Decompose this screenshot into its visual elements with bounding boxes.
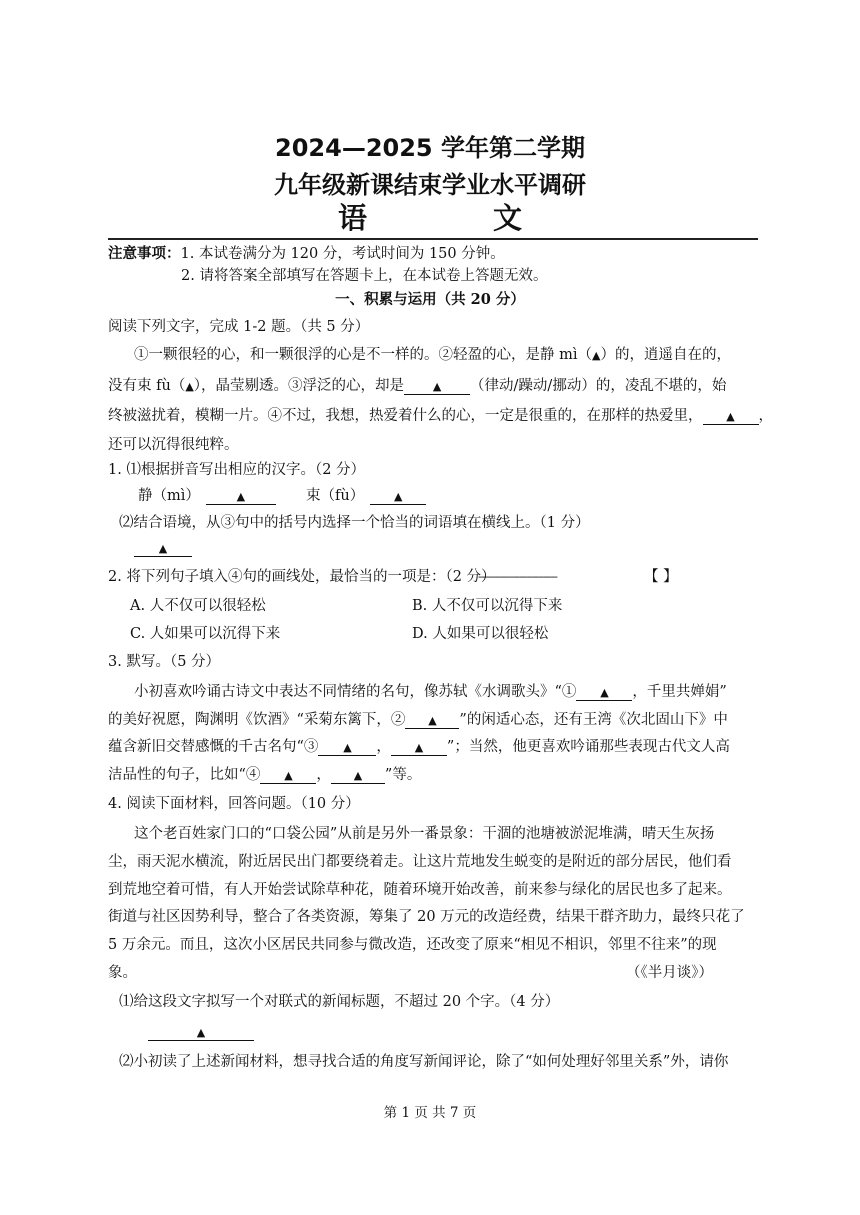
answer-mark: ▲ — [432, 380, 442, 393]
passage-text: ），晶莹剔透。③浮泛的心，却是 — [193, 378, 405, 394]
q3-text: 洁品性的句子，比如“④ — [108, 767, 261, 783]
q2-stem-line — [108, 567, 496, 587]
fill-blank — [206, 488, 276, 505]
passage-line-2 — [108, 376, 726, 397]
answer-mark: ▲ — [196, 1026, 206, 1039]
q2-answer-bracket: 【 】 — [644, 569, 678, 585]
fill-blank — [370, 488, 426, 505]
fill-blank — [576, 684, 632, 701]
answer-mark: ▲ — [158, 542, 168, 555]
q4-stem: 4. 阅读下面材料，回答问题。（10 分） — [108, 796, 360, 812]
notes-line-1 — [108, 244, 505, 264]
reading-intro: 阅读下列文字，完成 1-2 题。（共 5 分） — [108, 319, 370, 335]
q4-para-line-5: 5 万余元。而且，这次小区居民共同参与微改造，还改变了原来“相见不相识，邻里不往来”的现 — [108, 937, 717, 953]
answer-mark: ▲ — [414, 741, 424, 754]
fill-blank — [703, 408, 759, 425]
fill-blank — [134, 540, 192, 557]
q3-line-1 — [134, 682, 727, 702]
q3-text: 的美好祝愿，陶渊明《饮酒》“采菊东篱下，② — [108, 712, 406, 728]
answer-mark: ▲ — [353, 769, 363, 782]
q3-stem: 3. 默写。（5 分） — [108, 654, 221, 670]
q1-shu-label: 束（fù） — [306, 488, 365, 504]
notes-item-2: 2. 请将答案全部填写在答题卡上，在本试卷上答题无效。 — [181, 268, 548, 284]
page-number: 第 1 页 共 7 页 — [383, 1105, 477, 1121]
q4-para-line-2: 尘，雨天泥水横流，附近居民出门都要绕着走。让这片荒地发生蜕变的是附近的部分居民，他们看 — [108, 854, 732, 870]
passage-line-4: 还可以沉得很纯粹。 — [108, 437, 239, 453]
q4-para-line-3: 到荒地空着可惜，有人开始尝试除草种花，随着环境开始改善，前来参与绿化的居民也多了起来。 — [108, 882, 732, 898]
q3-line-2 — [108, 710, 728, 730]
q3-text: ”；当然，他更喜欢吟诵那些表现古代文人高 — [446, 739, 730, 755]
passage-text: 没有束 fù（ — [108, 378, 186, 394]
q3-text: 蕴含新旧交替感慨的千古名句“③ — [108, 739, 319, 755]
q2-dashes: ----------------------------- — [478, 570, 557, 583]
passage-text: （律动/躁动/挪动）的，凌乱不堪的，始 — [470, 378, 727, 394]
q1-jing-label: 静（mì） — [138, 488, 200, 504]
q1-stem: 1. ⑴根据拼音写出相应的汉字。（2 分） — [108, 462, 366, 478]
q3-line-3 — [108, 737, 730, 757]
answer-mark: ▲ — [236, 490, 246, 503]
q2-option-a: A. 人不仅可以很轻松 — [130, 598, 266, 614]
passage-text: ①一颗很轻的心，和一颗很浮的心是不一样的。②轻盈的心，是静 mì（ — [134, 347, 592, 363]
q4-para-line-6: 象。 — [108, 965, 137, 981]
exam-subject: 语 文 — [337, 201, 581, 235]
q3-text: ， — [316, 767, 331, 783]
q3-line-4 — [108, 765, 421, 785]
q2-option-b: B. 人不仅可以沉得下来 — [412, 598, 563, 614]
q1-shu — [306, 486, 426, 506]
q2-stem: 2. 将下列句子填入④句的画线处，最恰当的一项是：（2 分） — [108, 569, 496, 585]
q3-text: ， — [376, 739, 391, 755]
answer-mark: ▲ — [726, 410, 735, 423]
fill-blank — [405, 712, 459, 729]
fill-blank — [404, 378, 470, 395]
q3-text: ”等。 — [384, 767, 422, 783]
q4-sub1-answer — [148, 1022, 254, 1042]
answer-mark: ▲ — [592, 349, 601, 362]
section-heading: 一、积累与运用（共 20 分） — [335, 291, 525, 308]
answer-mark: ▲ — [343, 741, 352, 754]
passage-text: ， — [758, 408, 773, 424]
q4-sub2: ⑵小初读了上述新闻材料，想寻找合适的角度写新闻评论，除了“如何处理好邻里关系”外，请你 — [119, 1054, 729, 1070]
fill-blank — [391, 739, 447, 756]
q1-jing — [138, 486, 276, 506]
q4-sub1: ⑴给这段文字拟写一个对联式的新闻标题，不超过 20 个字。（4 分） — [119, 994, 560, 1010]
fill-blank — [260, 767, 316, 784]
notes-item-1: 1. 本试卷满分为 120 分，考试时间为 150 分钟。 — [180, 246, 505, 262]
q4-source: （《半月谈》） — [626, 965, 713, 981]
passage-line-1 — [134, 345, 731, 366]
header-divider — [108, 238, 758, 240]
q3-text: 小初喜欢吟诵古诗文中表达不同情绪的名句，像苏轼《水调歌头》“① — [134, 684, 577, 700]
fill-blank — [148, 1024, 254, 1041]
q4-para-line-4: 街道与社区因势利导，整合了各类资源，筹集了 20 万元的改造经费，结果干群齐助力，最终只花了 — [108, 909, 745, 925]
passage-text: ）的，逍遥自在的， — [600, 347, 731, 363]
exam-title-name: 九年级新课结束学业水平调研 — [274, 171, 586, 199]
exam-title-term: 2024—2025 学年第二学期 — [275, 134, 585, 162]
q3-text: ，千里共婵娟” — [632, 684, 727, 700]
fill-blank — [331, 767, 385, 784]
q2-option-c: C. 人如果可以沉得下来 — [130, 626, 281, 642]
q1-sub2: ⑵结合语境，从③句中的括号内选择一个恰当的词语填在横线上。（1 分） — [119, 515, 590, 531]
notes-label: 注意事项： — [108, 245, 181, 262]
answer-mark: ▲ — [393, 490, 403, 503]
answer-mark: ▲ — [600, 686, 609, 699]
answer-mark: ▲ — [185, 380, 194, 393]
passage-text: 终被滋扰着，模糊一片。④不过，我想，热爱着什么的心，一定是很重的，在那样的热爱里， — [108, 408, 703, 424]
fill-blank — [318, 739, 376, 756]
q2-option-d: D. 人如果可以很轻松 — [412, 626, 549, 642]
answer-mark: ▲ — [284, 769, 293, 782]
answer-mark: ▲ — [428, 714, 437, 727]
q1-sub2-answer — [134, 538, 192, 558]
q3-text: ”的闲适心态，还有王湾《次北固山下》中 — [459, 712, 728, 728]
passage-line-3 — [108, 406, 773, 426]
q4-para-line-1: 这个老百姓家门口的“口袋公园”从前是另外一番景象：干涸的池塘被淤泥堆满，晴天生灰扬 — [134, 826, 715, 842]
